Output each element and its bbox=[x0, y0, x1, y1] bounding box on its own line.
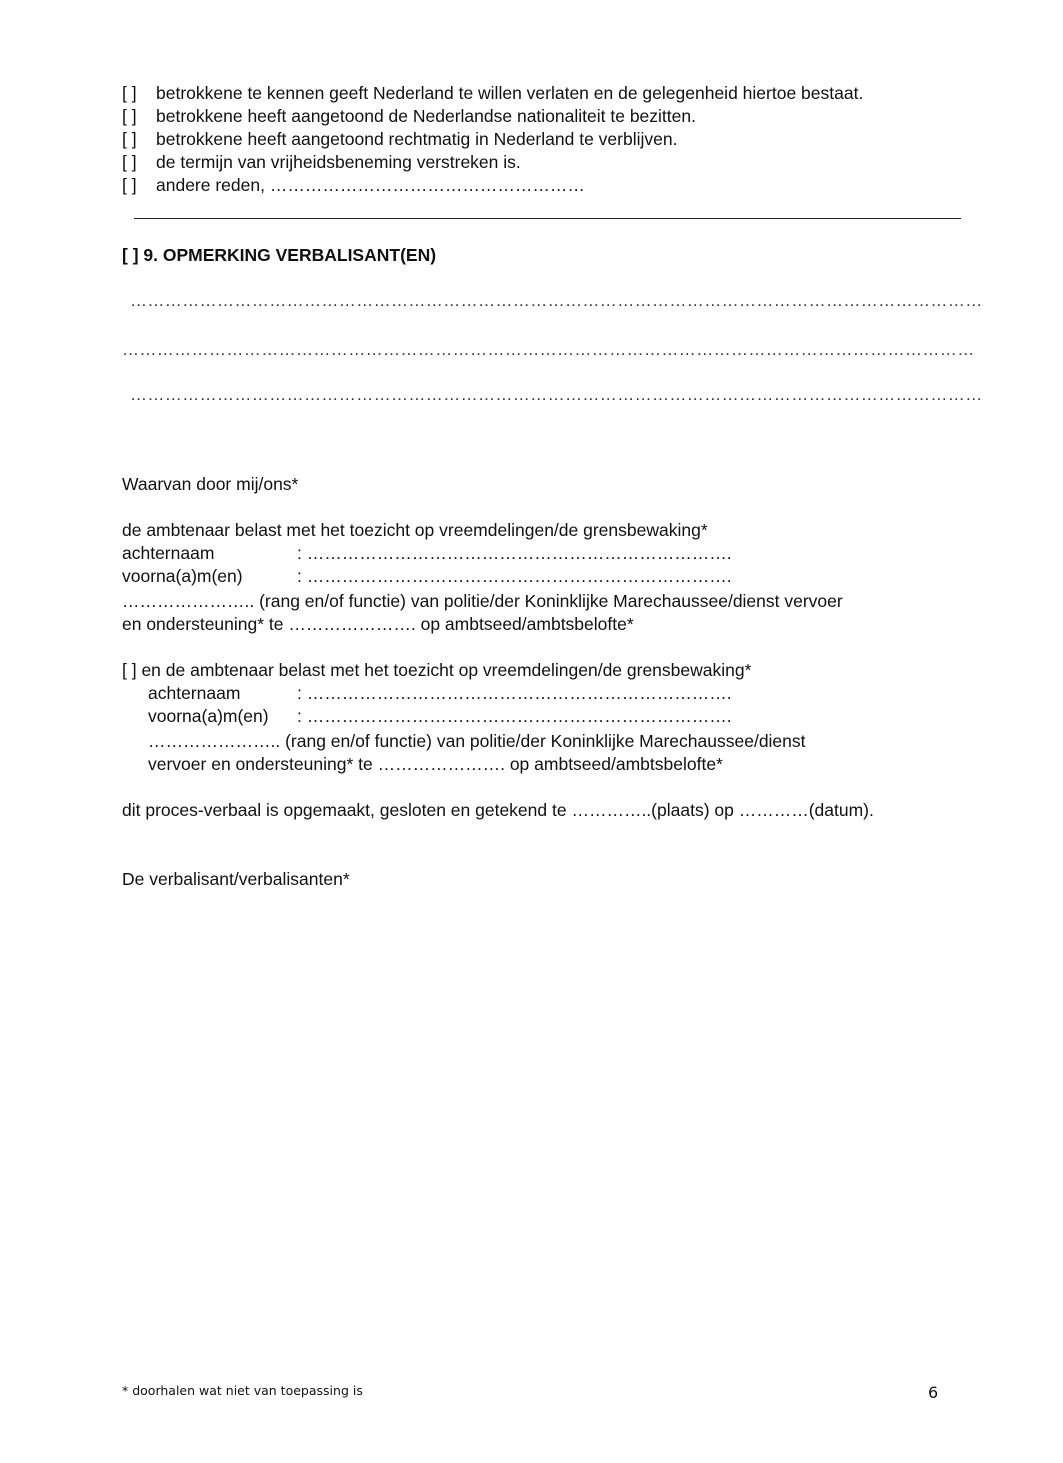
officer2-rank-line: ………………….. (rang en/of functie) van politie/der Koninklijke Marechaussee/dienst bbox=[148, 731, 806, 751]
reason-text: de termijn van vrijheidsbeneming verstreken is. bbox=[156, 152, 521, 172]
surname-field: : ………………………………………………………………. bbox=[297, 683, 732, 703]
remark-line: ………………………………………………………………………………………………………………………………… bbox=[122, 340, 975, 359]
checkbox-bracket: [ ] bbox=[122, 129, 137, 149]
signature-label: De verbalisant/verbalisanten* bbox=[122, 869, 350, 889]
reason-item bbox=[122, 82, 863, 104]
officer1-rank-line2: en ondersteuning* te …………………. op ambtseed/ambtsbelofte* bbox=[122, 614, 634, 634]
officer2-intro: [ ] en de ambtenaar belast met het toezicht op vreemdelingen/de grensbewaking* bbox=[122, 660, 752, 680]
reason-text: betrokkene heeft aangetoond rechtmatig in Nederland te verblijven. bbox=[156, 129, 678, 149]
surname-field: : ………………………………………………………………. bbox=[297, 543, 732, 563]
checkbox-bracket: [ ] bbox=[122, 106, 137, 126]
firstname-field: : ………………………………………………………………. bbox=[297, 706, 732, 726]
reason-text: betrokkene heeft aangetoond de Nederlandse nationaliteit te bezitten. bbox=[156, 106, 696, 126]
surname-label: achternaam bbox=[148, 683, 241, 703]
officer1-intro: de ambtenaar belast met het toezicht op vreemdelingen/de grensbewaking* bbox=[122, 520, 708, 540]
page-number: 6 bbox=[928, 1383, 939, 1402]
checkbox-bracket: [ ] bbox=[122, 175, 137, 195]
reason-item bbox=[122, 105, 696, 127]
reason-item bbox=[122, 174, 585, 196]
firstname-label: voorna(a)m(en) bbox=[148, 706, 269, 726]
officer2-rank-line2: vervoer en ondersteuning* te …………………. op ambtseed/ambtsbelofte* bbox=[148, 754, 723, 774]
reason-item bbox=[122, 151, 521, 173]
footnote: * doorhalen wat niet van toepassing is bbox=[122, 1383, 363, 1398]
firstname-field: : ………………………………………………………………. bbox=[297, 566, 732, 586]
remark-line: ………………………………………………………………………………………………………………………………… bbox=[130, 385, 983, 404]
reason-item bbox=[122, 128, 677, 150]
officer1-surname-row bbox=[122, 542, 732, 564]
surname-label: achternaam bbox=[122, 543, 215, 563]
checkbox-bracket: [ ] bbox=[122, 152, 137, 172]
officer1-rank-line: ………………….. (rang en/of functie) van politie/der Koninklijke Marechaussee/dienst vervoer bbox=[122, 591, 843, 611]
officer2-surname-row bbox=[148, 682, 732, 704]
firstname-label: voorna(a)m(en) bbox=[122, 566, 243, 586]
reason-text: andere reden, ……………………………………………… bbox=[156, 175, 585, 195]
waarvan-text: Waarvan door mij/ons* bbox=[122, 474, 299, 494]
checkbox-bracket: [ ] bbox=[122, 83, 137, 103]
officer2-firstname-row bbox=[148, 705, 732, 727]
closing-statement: dit proces-verbaal is opgemaakt, gesloten en getekend te …………..(plaats) op …………(datum). bbox=[122, 800, 874, 820]
officer1-firstname-row bbox=[122, 565, 732, 587]
remark-line: ………………………………………………………………………………………………………………………………… bbox=[130, 291, 983, 310]
section-divider bbox=[134, 218, 961, 219]
reason-text: betrokkene te kennen geeft Nederland te willen verlaten en de gelegenheid hiertoe bestaat. bbox=[156, 83, 864, 103]
section-heading: [ ] 9. OPMERKING VERBALISANT(EN) bbox=[122, 245, 437, 265]
